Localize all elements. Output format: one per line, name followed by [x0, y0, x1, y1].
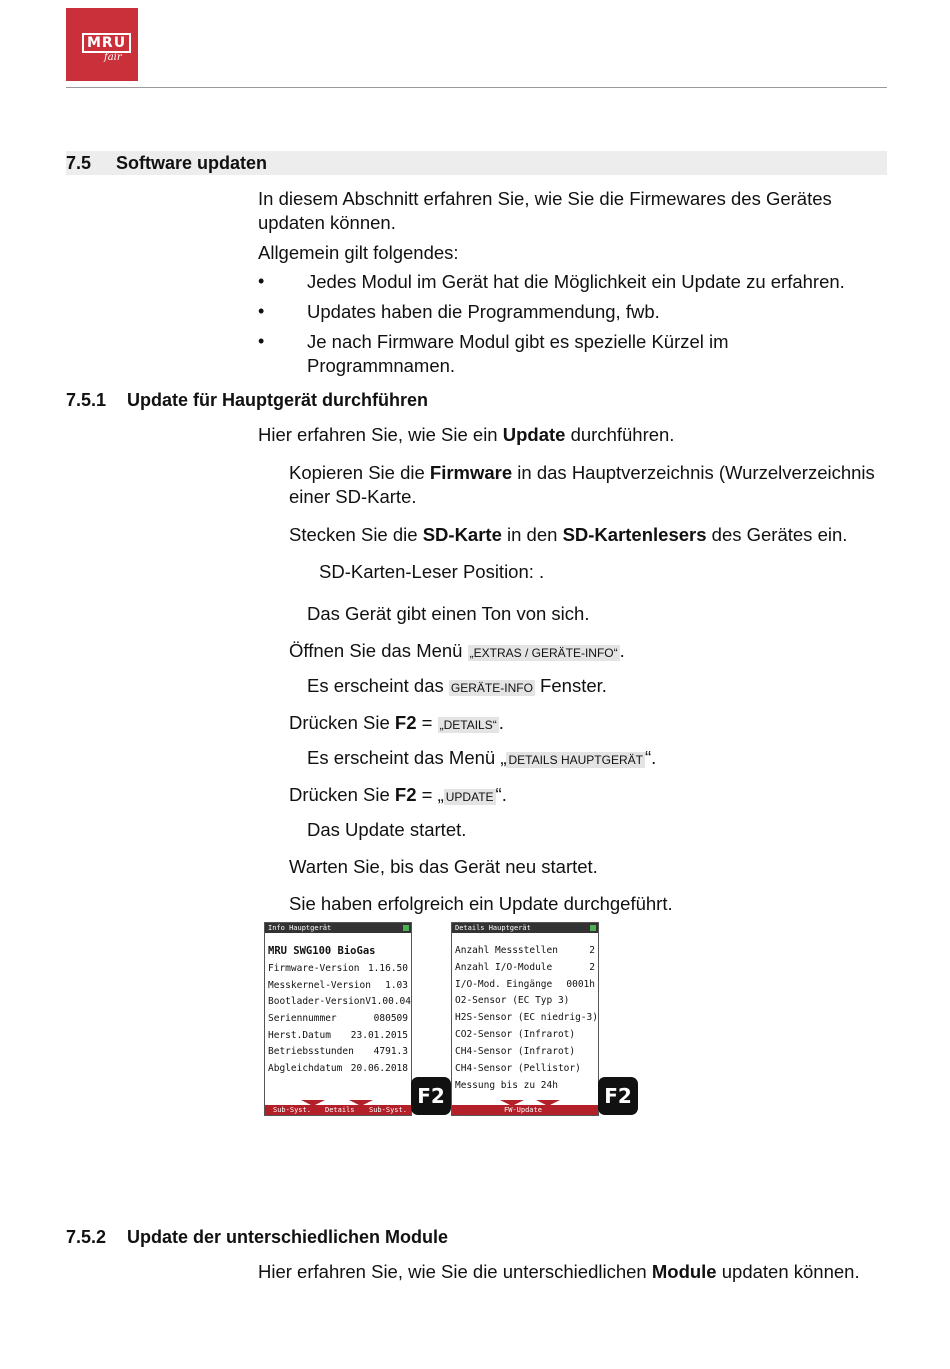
- details-row: Anzahl Messstellen 2: [455, 945, 595, 956]
- subsection-title: Update für Hauptgerät durchführen: [127, 390, 429, 410]
- f2-key-right[interactable]: F2: [598, 1077, 638, 1115]
- bullet-item: Je nach Firmware Modul gibt es spezielle Kürzel im: [307, 331, 729, 352]
- details-row: CH4-Sensor (Infrarot): [455, 1046, 576, 1057]
- step-copy-firmware-line2: einer SD-Karte.: [289, 486, 417, 507]
- ui-label: DETAILS HAUPTGERÄT: [508, 753, 643, 767]
- intro-line-2: updaten können.: [258, 212, 396, 233]
- f2-key-left[interactable]: F2: [411, 1077, 451, 1115]
- result-details-menu: Es erscheint das Menü „ DETAILS HAUPTGERÄT “.: [307, 747, 657, 768]
- bullet-icon: •: [258, 271, 265, 291]
- screen-title: Info Hauptgerät: [268, 924, 332, 932]
- screen-title-bar: [265, 923, 411, 933]
- ui-label: „EXTRAS / GERÄTE-INFO“: [469, 646, 618, 660]
- details-row: H2S-Sensor (EC niedrig-3): [455, 1012, 598, 1023]
- device-screen-details: [451, 922, 599, 1116]
- subsection-intro: Hier erfahren Sie, wie Sie ein Update durchführen.: [258, 424, 675, 445]
- step-copy-firmware: Kopieren Sie die Firmware in das Hauptverzeichnis (Wurzelverzeichnis: [289, 462, 875, 483]
- ui-label: UPDATE: [445, 790, 494, 804]
- step-press-f2-update: Drücken Sie F2 = „ UPDATE “.: [289, 784, 507, 805]
- section-number: 7.5: [66, 153, 92, 173]
- softkey-f1[interactable]: Sub-Syst.: [273, 1106, 311, 1114]
- details-row: I/O-Mod. Eingänge 0001h: [455, 979, 595, 990]
- details-row: CO2-Sensor (Infrarot): [455, 1029, 576, 1040]
- step-press-f2-details: Drücken Sie F2 = „DETAILS“ .: [289, 712, 504, 733]
- ui-label: GERÄTE-INFO: [450, 681, 533, 695]
- info-row: Seriennummer 080509: [268, 1013, 408, 1024]
- softkey-bar: [265, 1105, 411, 1115]
- info-row: Betriebsstunden 4791.3: [268, 1046, 408, 1057]
- softkey-f3[interactable]: Sub-Syst.: [369, 1106, 407, 1114]
- info-row: Herst.Datum 23.01.2015: [268, 1030, 408, 1041]
- bullet-item-continued: Programmnamen.: [307, 355, 456, 376]
- softkey-bar: [452, 1105, 598, 1115]
- general-note: Allgemein gilt folgendes:: [258, 242, 459, 263]
- bullet-item: Jedes Modul im Gerät hat die Möglichkeit ein Update zu erfahren.: [307, 271, 845, 292]
- screen-title: Details Hauptgerät: [455, 924, 531, 932]
- details-row: Anzahl I/O-Module 2: [455, 962, 595, 973]
- logo-script: fair: [104, 52, 122, 63]
- battery-icon: [590, 925, 596, 931]
- subsection-intro: Hier erfahren Sie, wie Sie die unterschiedlichen Module updaten können.: [258, 1261, 860, 1282]
- section-title: Software updaten: [116, 153, 268, 173]
- info-row: Messkernel-Version 1.03: [268, 980, 408, 991]
- bullet-item: Updates haben die Programmendung, fwb.: [307, 301, 660, 322]
- details-row: O2-Sensor (EC Typ 3): [455, 995, 570, 1006]
- screen-title-bar: [452, 923, 598, 933]
- company-logo: [66, 8, 138, 81]
- result-info-window: Es erscheint das GERÄTE-INFO Fenster.: [307, 675, 607, 696]
- subsection-title: Update der unterschiedlichen Module: [127, 1227, 449, 1247]
- info-row: Abgleichdatum 20.06.2018: [268, 1063, 408, 1074]
- battery-icon: [403, 925, 409, 931]
- bullet-icon: •: [258, 301, 265, 321]
- softkey-f2[interactable]: FW-Update: [504, 1106, 542, 1114]
- result-success: Sie haben erfolgreich ein Update durchgeführt.: [289, 893, 673, 914]
- result-tone: Das Gerät gibt einen Ton von sich.: [307, 603, 590, 624]
- subsection-number: 7.5.2: [66, 1227, 107, 1247]
- device-name: MRU SWG100 BioGas: [268, 945, 376, 957]
- step-open-menu: Öffnen Sie das Menü „EXTRAS / GERÄTE-INFO“ .: [289, 640, 625, 661]
- intro-line-1: In diesem Abschnitt erfahren Sie, wie Sie die Firmewares des Gerätes: [258, 188, 832, 209]
- step-insert-sd: Stecken Sie die SD-Karte in den SD-Kartenlesers des Gerätes ein.: [289, 524, 848, 545]
- details-row: CH4-Sensor (Pellistor): [455, 1063, 581, 1074]
- softkey-f2[interactable]: Details: [325, 1106, 355, 1114]
- step-wait-restart: Warten Sie, bis das Gerät neu startet.: [289, 856, 598, 877]
- details-row: Messung bis zu 24h: [455, 1080, 558, 1091]
- header-divider: [66, 87, 887, 88]
- sd-position-note: SD-Karten-Leser Position: .: [319, 561, 545, 582]
- device-screen-info: [264, 922, 412, 1116]
- ui-label: „DETAILS“: [439, 718, 497, 732]
- bullet-icon: •: [258, 331, 265, 351]
- info-row: Bootlader-Version V1.00.04: [268, 996, 411, 1007]
- result-update-starts: Das Update startet.: [307, 819, 467, 840]
- subsection-number: 7.5.1: [66, 390, 107, 410]
- logo-text: MRU: [82, 33, 131, 53]
- info-row: Firmware-Version 1.16.50: [268, 963, 408, 974]
